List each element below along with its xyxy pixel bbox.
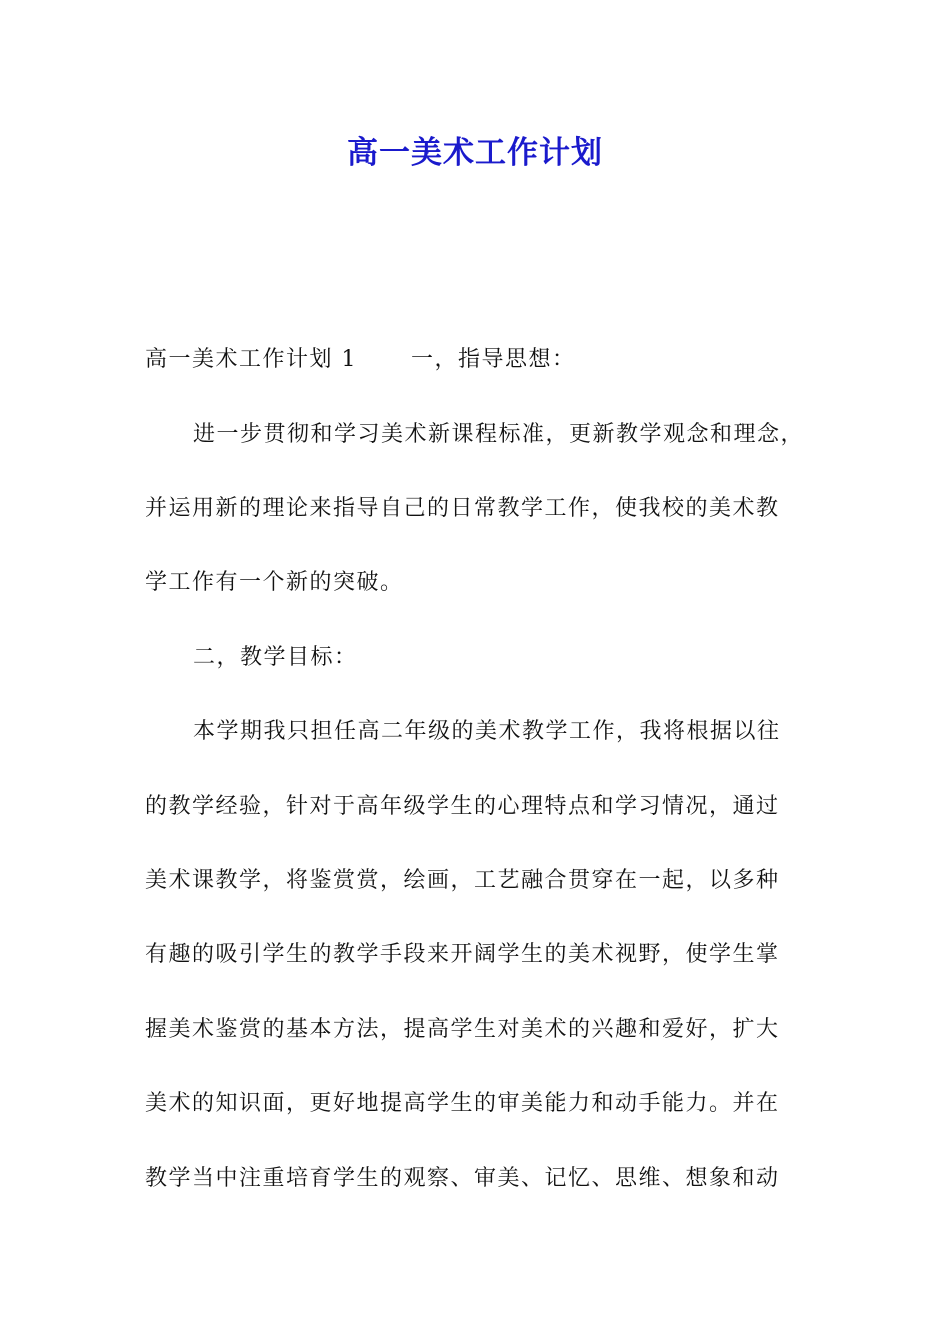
paragraph-line: 进一步贯彻和学习美术新课程标准，更新教学观念和理念， (193, 422, 805, 447)
section-title-teaching-goals: 二，教学目标： (193, 645, 358, 670)
paragraph-line: 美术的知识面，更好地提高学生的审美能力和动手能力。并在 (145, 1091, 780, 1116)
document-title: 高一美术工作计划 (347, 135, 603, 171)
paragraph-line: 握美术鉴赏的基本方法，提高学生对美术的兴趣和爱好，扩大 (145, 1017, 780, 1042)
section-title-guiding-thought: 一，指导思想： (411, 347, 576, 372)
paragraph-line: 学工作有一个新的突破。 (145, 570, 404, 595)
paragraph-line: 有趣的吸引学生的教学手段来开阔学生的美术视野，使学生掌 (145, 942, 780, 967)
paragraph-line: 并运用新的理论来指导自己的日常教学工作，使我校的美术教 (145, 496, 780, 521)
paragraph-line: 本学期我只担任高二年级的美术教学工作，我将根据以往 (193, 719, 781, 744)
heading-label: 高一美术工作计划 1 (145, 347, 357, 372)
paragraph-line: 美术课教学，将鉴赏赏，绘画，工艺融合贯穿在一起，以多种 (145, 868, 780, 893)
heading-line (145, 340, 835, 380)
paragraph-line: 的教学经验，针对于高年级学生的心理特点和学习情况，通过 (145, 794, 780, 819)
paragraph-line: 教学当中注重培育学生的观察、审美、记忆、思维、想象和动 (145, 1166, 780, 1191)
